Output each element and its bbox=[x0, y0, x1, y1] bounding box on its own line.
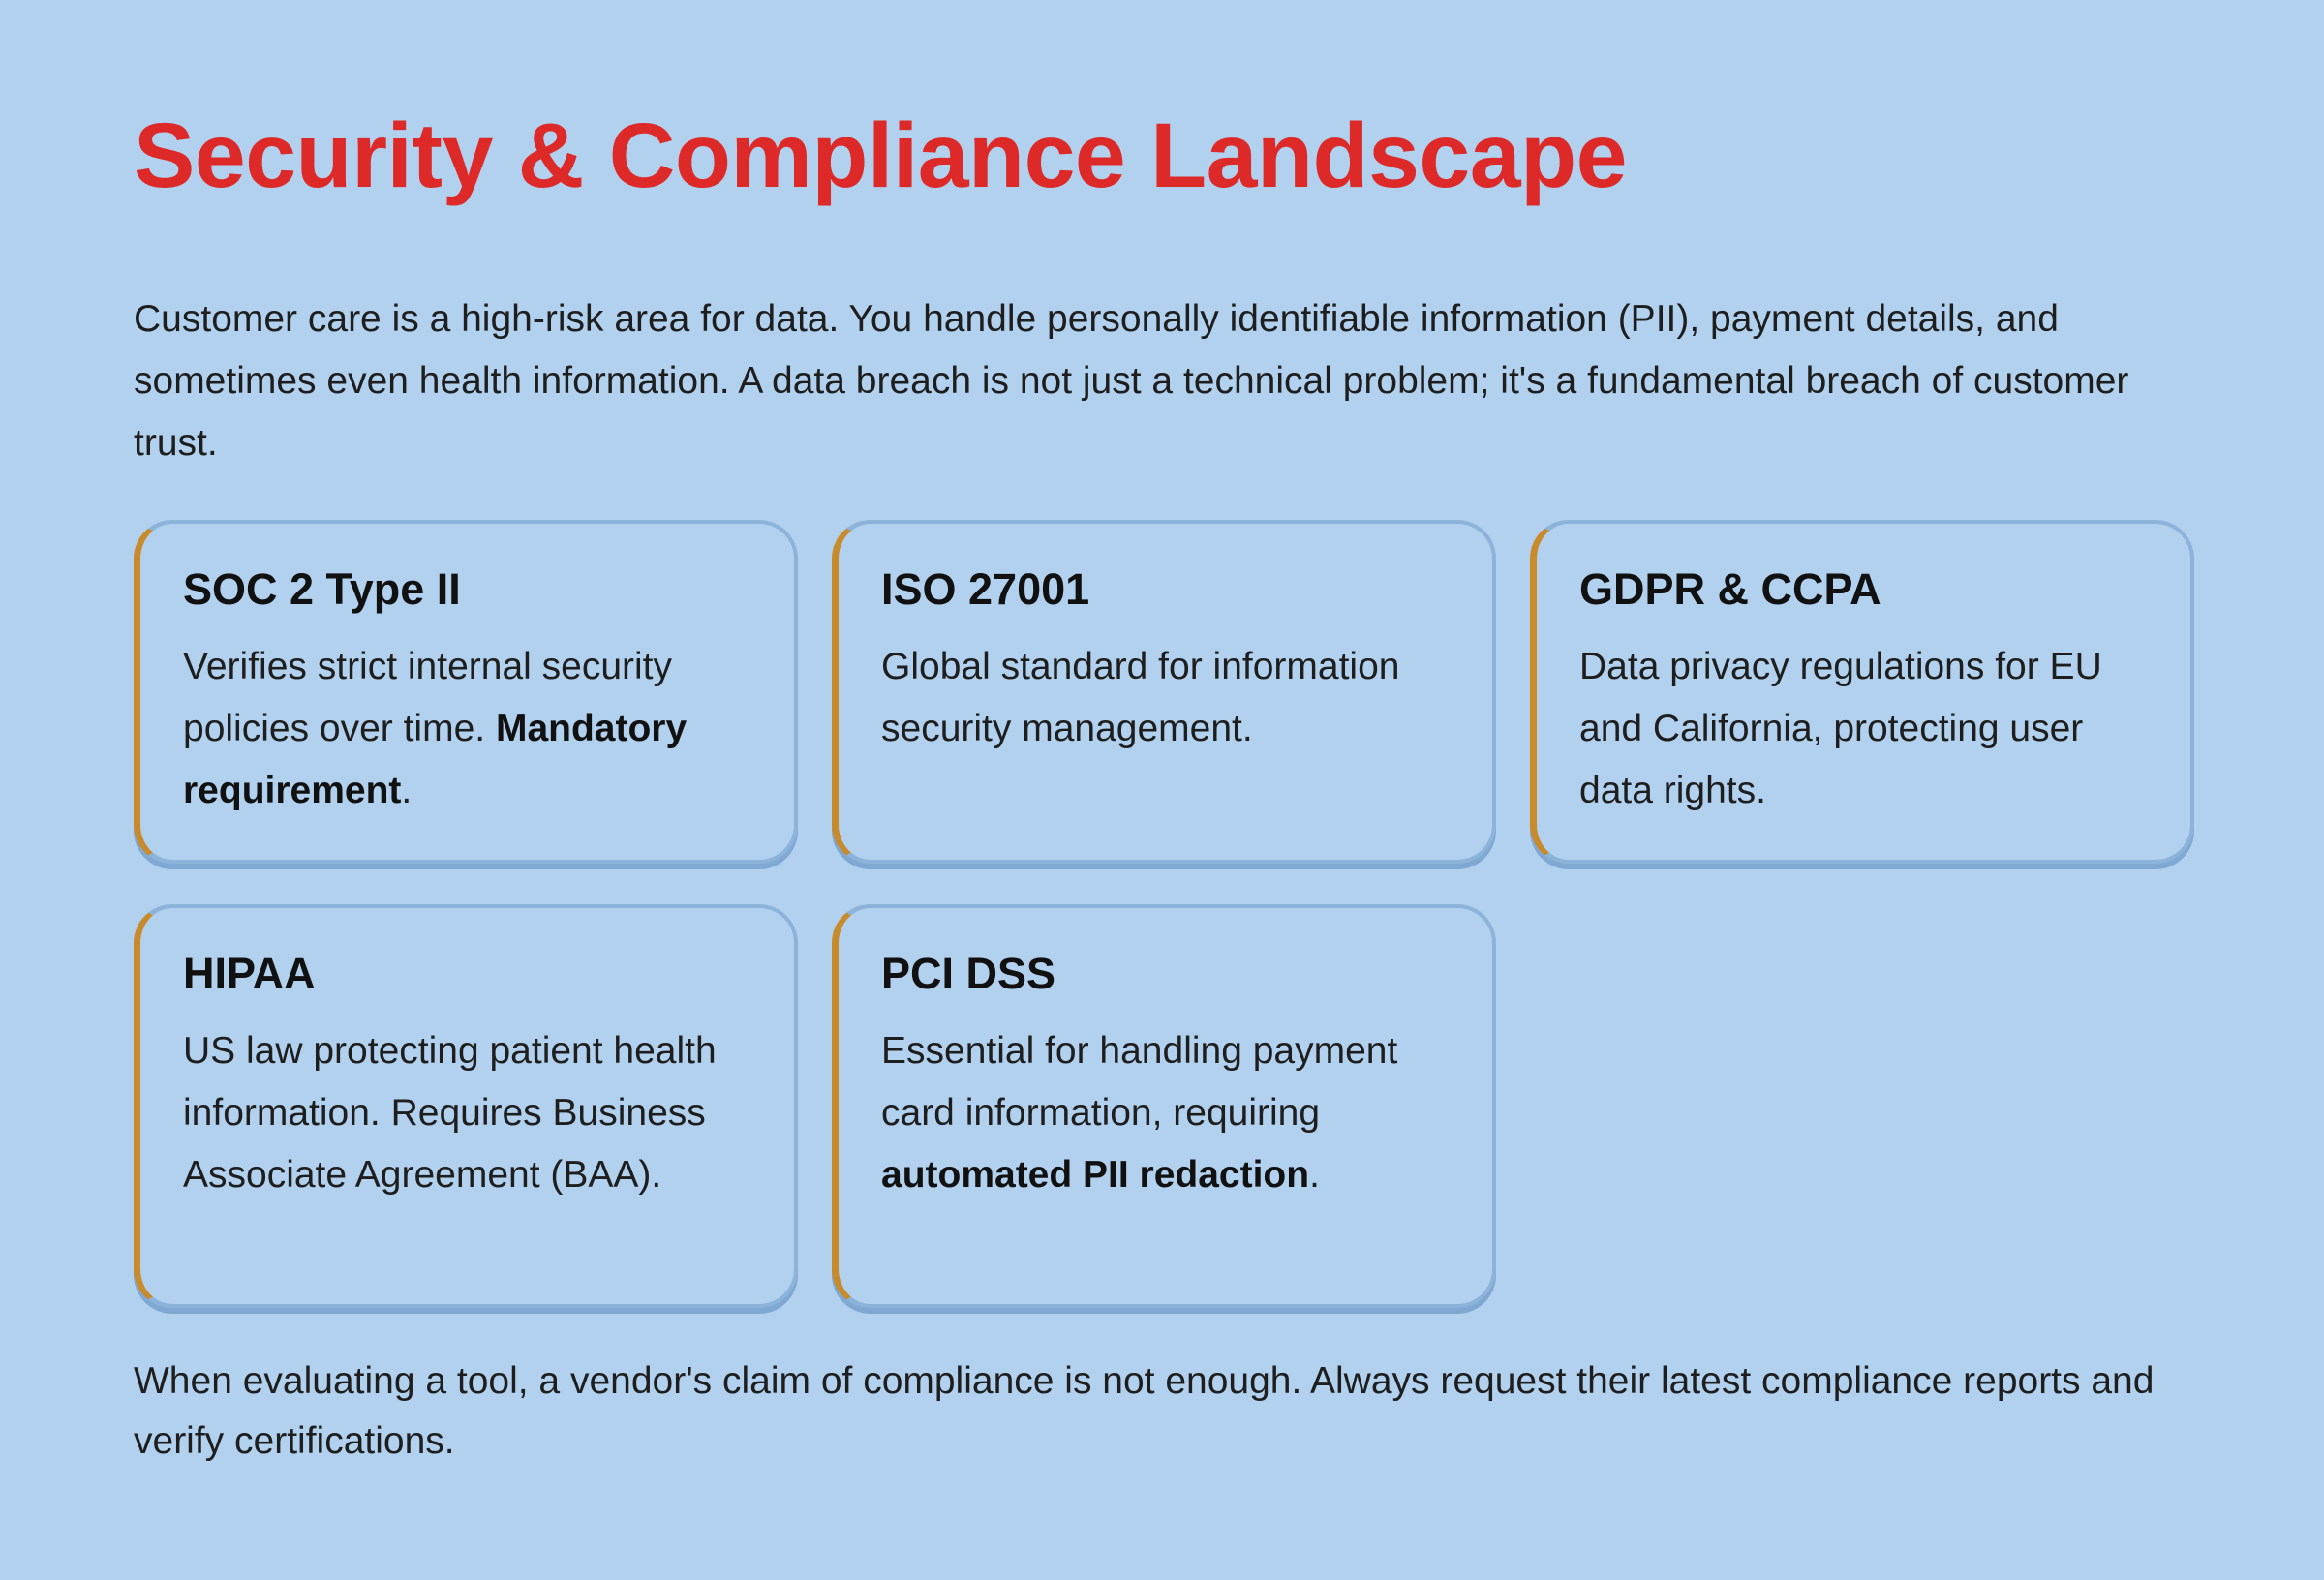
card-emphasis: automated PII redaction bbox=[881, 1154, 1310, 1197]
card-text: US law protecting patient health information. Requires Business Associate Agreement (BAA). bbox=[183, 1030, 717, 1197]
card-title: GDPR & CCPA bbox=[1579, 564, 1881, 614]
card-text-end: . bbox=[401, 770, 413, 812]
card-body bbox=[183, 1020, 765, 1206]
card-body bbox=[881, 1020, 1463, 1206]
page-title: Security & Compliance Landscape bbox=[134, 105, 1627, 207]
card-text: Global standard for information security management. bbox=[881, 646, 1400, 750]
card-text: Verifies strict internal security policies over time. bbox=[183, 646, 673, 750]
card-pci-dss bbox=[832, 904, 1496, 1308]
card-body bbox=[183, 636, 765, 822]
card-gdpr-ccpa bbox=[1530, 520, 2194, 864]
card-hipaa bbox=[134, 904, 798, 1308]
card-body bbox=[1579, 636, 2161, 822]
card-body bbox=[881, 636, 1463, 760]
card-iso27001 bbox=[832, 520, 1496, 864]
card-text-end: . bbox=[1309, 1154, 1320, 1197]
card-title: PCI DSS bbox=[881, 949, 1056, 998]
card-text: Data privacy regulations for EU and California, protecting user data rights. bbox=[1579, 646, 2102, 812]
card-emphasis: Mandatory requirement bbox=[183, 708, 688, 812]
card-soc2 bbox=[134, 520, 798, 864]
card-title: ISO 27001 bbox=[881, 564, 1090, 614]
card-title: SOC 2 Type II bbox=[183, 564, 461, 614]
closing-paragraph: When evaluating a tool, a vendor's claim of compliance is not enough. Always request their latest compliance reports and verify certifications. bbox=[134, 1360, 2155, 1462]
card-title: HIPAA bbox=[183, 949, 316, 998]
intro-paragraph: Customer care is a high-risk area for data. You handle personally identifiable information (PII), payment details, and sometimes even health information. A data breach is not just a technical problem; it's a fundamental breach of customer trust. bbox=[134, 298, 2129, 464]
card-text: Essential for handling payment card information, requiring bbox=[881, 1030, 1398, 1135]
